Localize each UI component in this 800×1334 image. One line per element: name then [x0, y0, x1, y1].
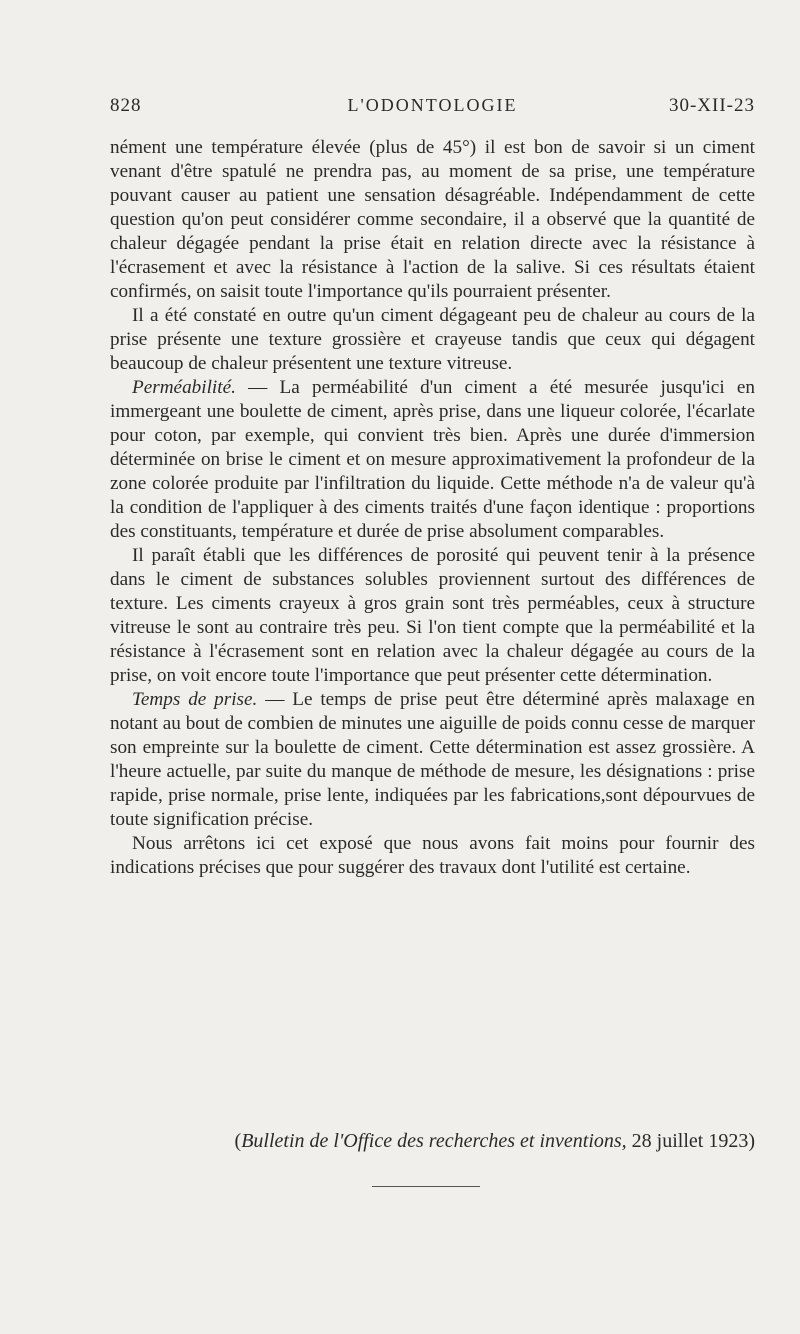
paragraph: [110, 832, 755, 880]
paragraph: [110, 304, 755, 376]
section-heading-permeabilite: Perméabilité.: [132, 377, 236, 398]
running-header: [110, 95, 755, 125]
source-citation: [130, 1128, 755, 1154]
citation-date: 28 juillet 1923): [626, 1130, 755, 1152]
citation-source: Bulletin de l'Office des recherches et inventions,: [241, 1130, 627, 1152]
paragraph-text: — La perméabilité d'un ciment a été mesurée jusqu'ici en immergeant une boulette de ciment, après prise, dans une liqueur colorée, l'écarlate pour coton, par exemple, qui convient très bien. Après une durée d'immersion déterminée on brise le ciment et on mesure approximativement la profondeur de la zone colorée produite par l'infiltration du liquide. Cette méthode n'a de valeur qu'à la condition de l'appliquer à des ciments traités d'une façon identique : proportions des constituants, température et durée de prise absolument comparables.: [110, 377, 755, 542]
paragraph-text: Il a été constaté en outre qu'un ciment dégageant peu de chaleur au cours de la prise présente une texture grossière et crayeuse tandis que ceux qui dégagent beaucoup de chaleur présentent une texture vitreuse.: [110, 305, 755, 374]
citation-open-paren: (: [234, 1130, 242, 1152]
paragraph-text: Il paraît établi que les différences de porosité qui peuvent tenir à la présence dans le ciment de substances solubles proviennent surtout des différences de texture. Les ciments crayeux à gros grain sont très perméables, ceux à structure vitreuse le sont au contraire très peu. Si l'on tient compte que la perméabilité et la résistance à l'écrasement sont en relation avec la chaleur dégagée au cours de la prise, on voit encore toute l'importance que peut présenter cette détermination.: [110, 545, 755, 686]
end-rule: [372, 1186, 480, 1187]
article-body: [110, 136, 755, 880]
paragraph-temps-de-prise: [110, 688, 755, 832]
paragraph-text: — Le temps de prise peut être déterminé après malaxage en notant au bout de combien de minutes une aiguille de poids connu cesse de marquer son empreinte sur la boulette de ciment. Cette détermination est assez grossière. A l'heure actuelle, par suite du manque de méthode de mesure, les désignations : prise rapide, prise normale, prise lente, indiquées par les fabrications,sont dépourvues de toute signification précise.: [110, 689, 755, 830]
paragraph-text: nément une température élevée (plus de 45°) il est bon de savoir si un ciment venant d'être spatulé ne prendra pas, au moment de sa prise, une température pouvant causer au patient une sensation désagréable. Indépendamment de cette question qu'on peut considérer comme secondaire, il a observé que la quantité de chaleur dégagée pendant la prise était en relation directe avec la résistance à l'écrasement et avec la résistance à l'action de la salive. Si ces résultats étaient confirmés, on saisit toute l'importance qu'ils pourraient présenter.: [110, 137, 755, 302]
paragraph-permeabilite: [110, 376, 755, 544]
paragraph: [110, 544, 755, 688]
journal-title: L'ODONTOLOGIE: [347, 95, 518, 115]
paragraph-text: Nous arrêtons ici cet exposé que nous avons fait moins pour fournir des indications précises que pour suggérer des travaux dont l'utilité est certaine.: [110, 833, 755, 878]
page-number: 828: [110, 95, 142, 116]
issue-date: 30-XII-23: [668, 95, 755, 116]
section-heading-temps-de-prise: Temps de prise.: [132, 689, 258, 710]
paragraph: [110, 136, 755, 304]
